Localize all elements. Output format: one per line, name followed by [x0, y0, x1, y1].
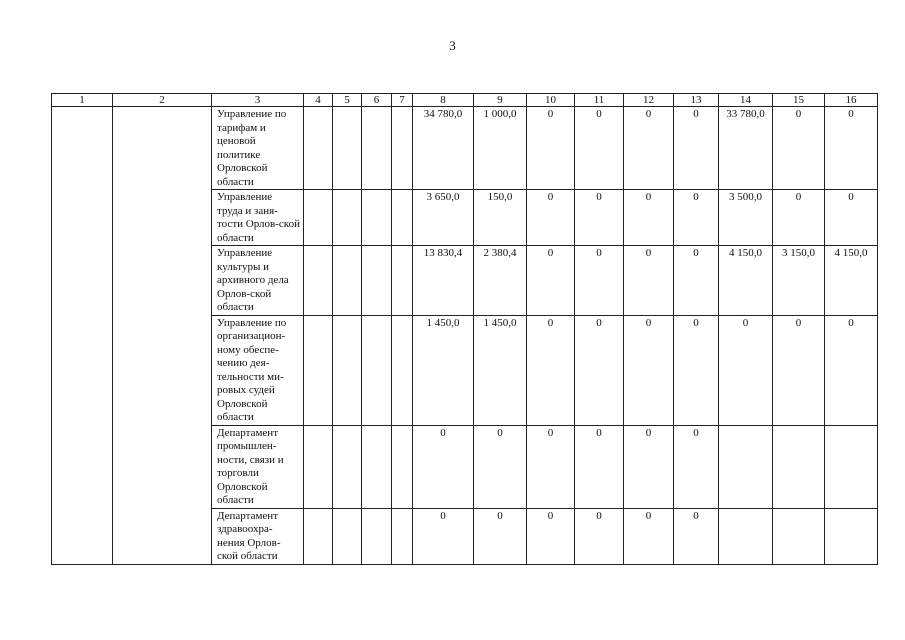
- column-header: 6: [362, 94, 392, 107]
- table-cell: [362, 425, 392, 508]
- value-cell: 0: [474, 508, 527, 564]
- value-cell: 0: [773, 315, 825, 425]
- value-cell: 0: [674, 508, 719, 564]
- table-cell: [333, 190, 362, 246]
- value-cell: 0: [575, 246, 624, 316]
- value-cell: 1 000,0: [474, 107, 527, 190]
- column-header: 5: [333, 94, 362, 107]
- table-cell: [392, 425, 413, 508]
- org-name-cell: Департамент здравоохра-нения Орлов-ской области: [212, 508, 304, 564]
- value-cell: 0: [527, 246, 575, 316]
- value-cell: 0: [413, 425, 474, 508]
- column-header: 7: [392, 94, 413, 107]
- table-row: [52, 107, 878, 190]
- value-cell: 3 500,0: [719, 190, 773, 246]
- table-cell: [392, 508, 413, 564]
- org-name-cell: Управление по организацион-ному обеспе-чению дея-тельности ми-ровых судей Орловской области: [212, 315, 304, 425]
- value-cell: 0: [825, 315, 878, 425]
- value-cell: 0: [624, 107, 674, 190]
- value-cell: [773, 508, 825, 564]
- value-cell: 4 150,0: [719, 246, 773, 316]
- org-name-cell: Департамент промышлен-ности, связи и торговли Орловской области: [212, 425, 304, 508]
- value-cell: 0: [413, 508, 474, 564]
- org-name-cell: Управление труда и заня-тости Орлов-ской области: [212, 190, 304, 246]
- table-cell: [362, 246, 392, 316]
- merged-cell-col2: [113, 107, 212, 565]
- value-cell: 0: [674, 315, 719, 425]
- value-cell: 0: [719, 315, 773, 425]
- header-row: [52, 94, 878, 107]
- column-header: 8: [413, 94, 474, 107]
- value-cell: 0: [527, 190, 575, 246]
- column-header: 9: [474, 94, 527, 107]
- value-cell: [773, 425, 825, 508]
- column-header: 3: [212, 94, 304, 107]
- column-header: 2: [113, 94, 212, 107]
- table-cell: [392, 190, 413, 246]
- table-cell: [362, 508, 392, 564]
- value-cell: [719, 508, 773, 564]
- value-cell: 0: [773, 190, 825, 246]
- value-cell: 0: [527, 107, 575, 190]
- value-cell: 33 780,0: [719, 107, 773, 190]
- column-header: 13: [674, 94, 719, 107]
- table-cell: [333, 425, 362, 508]
- value-cell: 2 380,4: [474, 246, 527, 316]
- column-header: 16: [825, 94, 878, 107]
- table-cell: [392, 107, 413, 190]
- table-cell: [304, 190, 333, 246]
- value-cell: 0: [624, 425, 674, 508]
- value-cell: 0: [624, 246, 674, 316]
- table-cell: [304, 315, 333, 425]
- column-header: 14: [719, 94, 773, 107]
- page-number: 3: [449, 38, 456, 53]
- table-cell: [333, 315, 362, 425]
- table-cell: [333, 246, 362, 316]
- value-cell: 1 450,0: [474, 315, 527, 425]
- table-cell: [392, 315, 413, 425]
- value-cell: 1 450,0: [413, 315, 474, 425]
- column-header: 4: [304, 94, 333, 107]
- value-cell: 0: [575, 425, 624, 508]
- value-cell: 0: [575, 508, 624, 564]
- value-cell: 0: [575, 107, 624, 190]
- column-header: 12: [624, 94, 674, 107]
- column-header: 10: [527, 94, 575, 107]
- value-cell: 150,0: [474, 190, 527, 246]
- table-cell: [333, 107, 362, 190]
- merged-cell-col1: [52, 107, 113, 565]
- table-cell: [304, 107, 333, 190]
- org-name-cell: Управление по тарифам и ценовой политике Орловской области: [212, 107, 304, 190]
- value-cell: [825, 425, 878, 508]
- value-cell: [719, 425, 773, 508]
- value-cell: 34 780,0: [413, 107, 474, 190]
- value-cell: 0: [527, 315, 575, 425]
- value-cell: 0: [825, 190, 878, 246]
- table-cell: [392, 246, 413, 316]
- value-cell: 0: [773, 107, 825, 190]
- column-header: 1: [52, 94, 113, 107]
- column-header: 15: [773, 94, 825, 107]
- value-cell: 0: [624, 190, 674, 246]
- table-cell: [304, 425, 333, 508]
- value-cell: 0: [624, 508, 674, 564]
- table-cell: [304, 246, 333, 316]
- value-cell: 0: [674, 107, 719, 190]
- value-cell: 0: [674, 425, 719, 508]
- value-cell: 13 830,4: [413, 246, 474, 316]
- table-cell: [362, 190, 392, 246]
- table-cell: [362, 315, 392, 425]
- value-cell: 0: [527, 425, 575, 508]
- value-cell: 3 150,0: [773, 246, 825, 316]
- value-cell: 3 650,0: [413, 190, 474, 246]
- budget-table: [51, 93, 878, 565]
- value-cell: 0: [575, 190, 624, 246]
- table-cell: [304, 508, 333, 564]
- value-cell: 0: [474, 425, 527, 508]
- org-name-cell: Управление культуры и архивного дела Орлов-ской области: [212, 246, 304, 316]
- value-cell: 0: [527, 508, 575, 564]
- table-cell: [333, 508, 362, 564]
- value-cell: 0: [575, 315, 624, 425]
- column-header: 11: [575, 94, 624, 107]
- value-cell: 0: [825, 107, 878, 190]
- value-cell: [825, 508, 878, 564]
- value-cell: 0: [674, 190, 719, 246]
- value-cell: 4 150,0: [825, 246, 878, 316]
- table-cell: [362, 107, 392, 190]
- value-cell: 0: [674, 246, 719, 316]
- value-cell: 0: [624, 315, 674, 425]
